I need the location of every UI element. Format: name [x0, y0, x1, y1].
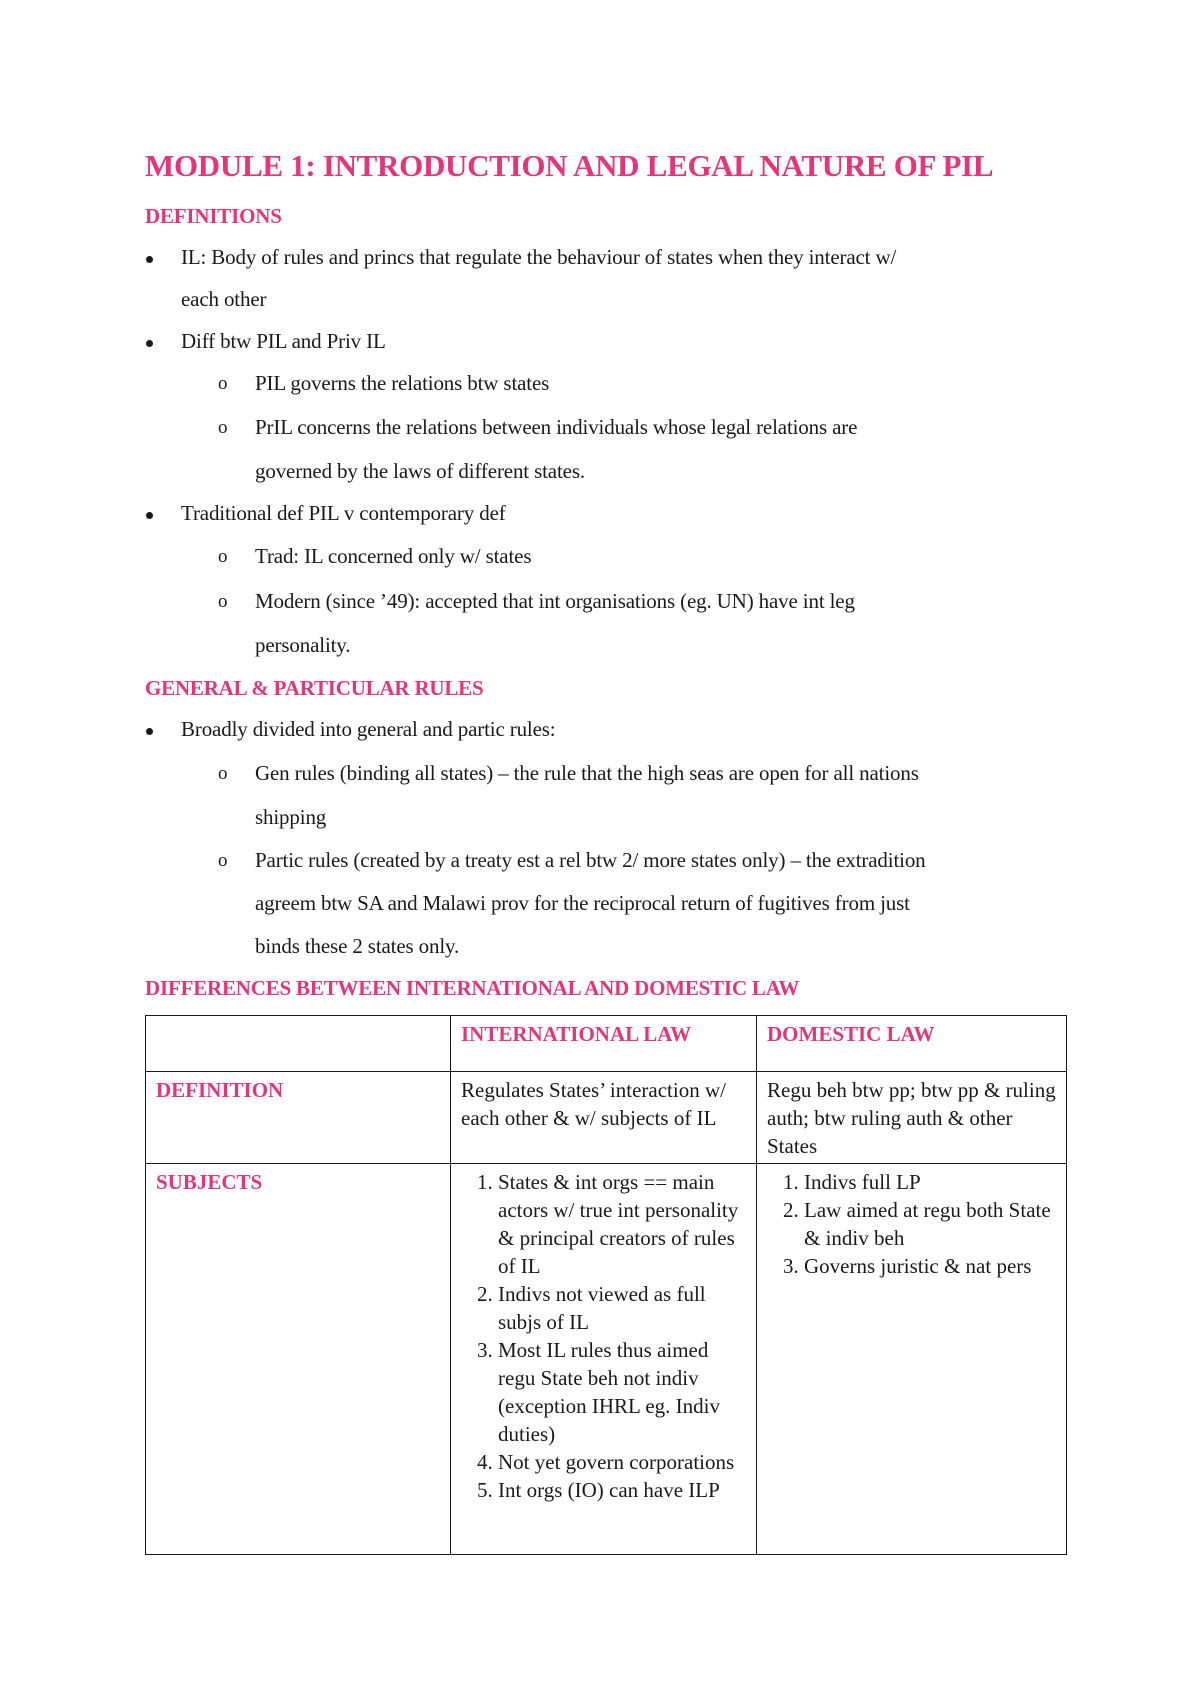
sub-bullet-icon: o	[218, 591, 228, 612]
sub-bullet-icon: o	[218, 373, 228, 394]
table-header-domestic: DOMESTIC LAW	[757, 1016, 1067, 1072]
list-item: 2. Indivs not viewed as full subjs of IL	[498, 1280, 748, 1336]
table-cell	[757, 1164, 1067, 1555]
row-label-subjects: SUBJECTS	[146, 1164, 451, 1555]
bullet-text: Broadly divided into general and partic rules:	[181, 717, 556, 741]
numbered-list	[767, 1168, 1058, 1280]
table-header-international: INTERNATIONAL LAW	[451, 1016, 757, 1072]
table-cell	[451, 1164, 757, 1555]
list-item: 3. Governs juristic & nat pers	[804, 1252, 1058, 1280]
bullet-icon	[146, 512, 153, 519]
table-row	[146, 1072, 1067, 1164]
sub-bullet-text-continuation: governed by the laws of different states.	[255, 459, 585, 483]
list-item: 1. States & int orgs == main actors w/ true int personality & principal creators of rules of IL	[498, 1168, 748, 1280]
sub-bullet-icon: o	[218, 417, 228, 438]
table-cell: Regulates States’ interaction w/ each other & w/ subjects of IL	[451, 1072, 757, 1164]
bullet-text: Diff btw PIL and Priv IL	[181, 329, 386, 353]
page-title: MODULE 1: INTRODUCTION AND LEGAL NATURE OF PIL	[145, 148, 994, 183]
table-header-empty-cell	[146, 1016, 451, 1072]
sub-bullet-text-continuation: personality.	[255, 633, 351, 657]
table-row	[146, 1164, 1067, 1555]
sub-bullet-icon: o	[218, 850, 228, 871]
section-heading-definitions: DEFINITIONS	[145, 204, 282, 228]
sub-bullet-text: Partic rules (created by a treaty est a rel btw 2/ more states only) – the extradition	[255, 848, 926, 872]
bullet-text: IL: Body of rules and princs that regulate the behaviour of states when they interact w/	[181, 245, 897, 269]
list-item: 2. Law aimed at regu both State & indiv beh	[804, 1196, 1058, 1252]
numbered-list	[461, 1168, 748, 1504]
sub-bullet-text: PIL governs the relations btw states	[255, 371, 550, 395]
sub-bullet-icon: o	[218, 763, 228, 784]
bullet-icon	[146, 256, 153, 263]
section-heading-differences: DIFFERENCES BETWEEN INTERNATIONAL AND DOMESTIC LAW	[145, 976, 800, 1000]
sub-bullet-icon: o	[218, 546, 228, 567]
list-item: 3. Most IL rules thus aimed regu State beh not indiv (exception IHRL eg. Indiv duties)	[498, 1336, 748, 1448]
sub-bullet-text: Modern (since ’49): accepted that int organisations (eg. UN) have int leg	[255, 589, 855, 613]
sub-bullet-text: Gen rules (binding all states) – the rule that the high seas are open for all nations	[255, 761, 919, 785]
table-cell: Regu beh btw pp; btw pp & ruling auth; btw ruling auth & other States	[757, 1072, 1067, 1164]
list-item: 5. Int orgs (IO) can have ILP	[498, 1476, 748, 1504]
bullet-text-continuation: each other	[181, 287, 267, 311]
sub-bullet-text: Trad: IL concerned only w/ states	[255, 544, 532, 568]
table-header-row	[146, 1016, 1067, 1072]
sub-bullet-text-continuation: agreem btw SA and Malawi prov for the reciprocal return of fugitives from just	[255, 891, 910, 915]
bullet-icon	[146, 340, 153, 347]
sub-bullet-text: PrIL concerns the relations between individuals whose legal relations are	[255, 415, 858, 439]
comparison-table	[145, 1015, 1067, 1555]
bullet-text: Traditional def PIL v contemporary def	[181, 501, 506, 525]
section-heading-rules: GENERAL & PARTICULAR RULES	[145, 676, 484, 700]
list-item: 4. Not yet govern corporations	[498, 1448, 748, 1476]
list-item: 1. Indivs full LP	[804, 1168, 1058, 1196]
sub-bullet-text-continuation: shipping	[255, 805, 327, 829]
bullet-icon	[146, 728, 153, 735]
row-label-definition: DEFINITION	[146, 1072, 451, 1164]
sub-bullet-text-continuation: binds these 2 states only.	[255, 934, 460, 958]
